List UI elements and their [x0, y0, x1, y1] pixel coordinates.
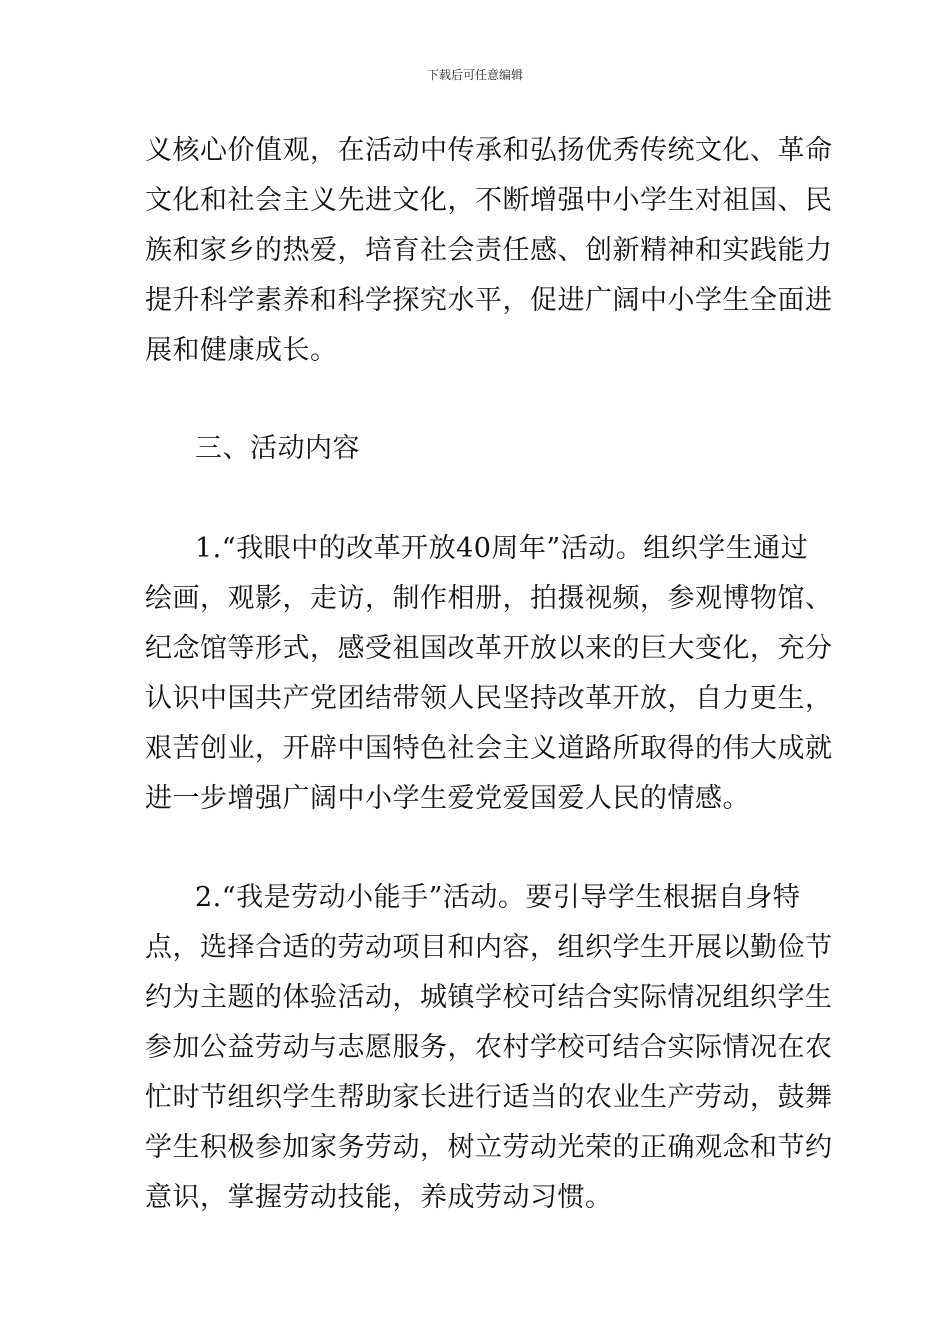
header-note: 下载后可任意编辑: [426, 68, 523, 82]
text-line: 进一步增强广阔中小学生爱党爱国爱人民的情感。: [145, 783, 750, 814]
section-heading: 三、活动内容: [195, 433, 360, 464]
text-line: 绘画，观影，走访，制作相册，拍摄视频，参观博物馆、: [145, 583, 833, 614]
text-line: 意识，掌握劳动技能，养成劳动习惯。: [145, 1182, 613, 1213]
text-line: 忙时节组织学生帮助家长进行适当的农业生产劳动，鼓舞: [145, 1082, 833, 1113]
text-line: 义核心价值观，在活动中传承和弘扬优秀传统文化、革命: [145, 135, 833, 166]
text-line: 族和家乡的热爱，培育社会责任感、创新精神和实践能力: [145, 235, 833, 266]
text-line: 学生积极参加家务劳动，树立劳动光荣的正确观念和节约: [145, 1132, 833, 1163]
text-line: 点，选择合适的劳动项目和内容，组织学生开展以勤俭节: [145, 932, 833, 963]
text-line: 约为主题的体验活动，城镇学校可结合实际情况组织学生: [145, 982, 833, 1013]
text-line: 认识中国共产党团结带领人民坚持改革开放，自力更生，: [145, 683, 833, 714]
text-line: 1.“我眼中的改革开放40周年”活动。组织学生通过: [195, 533, 809, 564]
text-line: 2.“我是劳动小能手”活动。要引导学生根据自身特: [195, 882, 801, 913]
text-line: 文化和社会主义先进文化，不断增强中小学生对祖国、民: [145, 185, 833, 216]
text-line: 参加公益劳动与志愿服务，农村学校可结合实际情况在农: [145, 1032, 833, 1063]
text-line: 提升科学素养和科学探究水平，促进广阔中小学生全面进: [145, 285, 833, 316]
text-line: 艰苦创业，开辟中国特色社会主义道路所取得的伟大成就: [145, 733, 833, 764]
text-line: 展和健康成长。: [145, 335, 338, 366]
text-line: 纪念馆等形式，感受祖国改革开放以来的巨大变化，充分: [145, 633, 833, 664]
